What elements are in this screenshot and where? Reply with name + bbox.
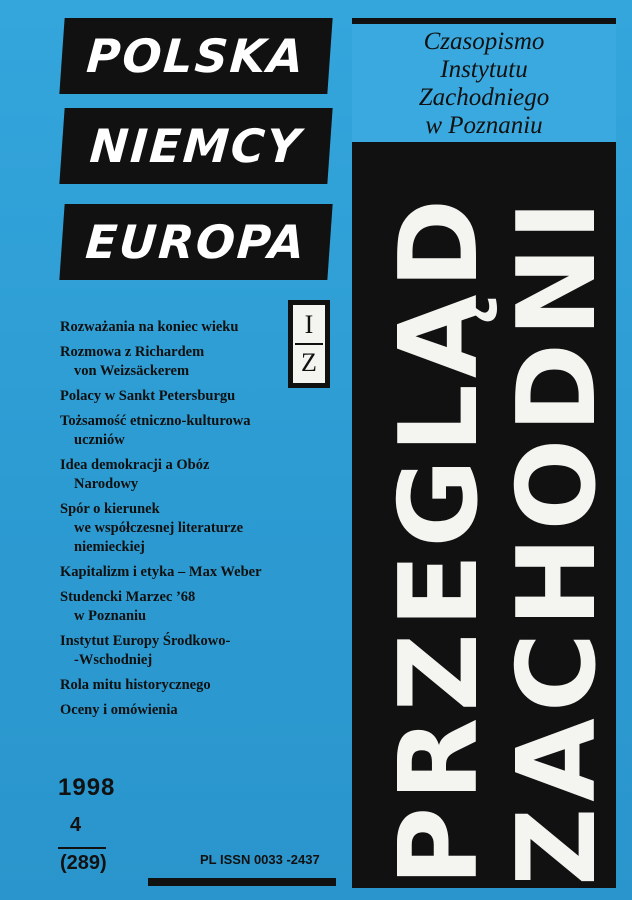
contents-item	[60, 343, 290, 381]
contents-line: w Poznaniu	[74, 608, 147, 624]
logo-letter-z: Z	[295, 343, 323, 381]
contents-item	[60, 500, 290, 557]
contents-line: we współczesnej literaturze	[74, 520, 244, 536]
contents-line: uczniów	[74, 432, 125, 448]
contents-item	[60, 563, 290, 582]
contents-line: Rozważania na koniec wieku	[60, 319, 239, 335]
contents-line: von Weizsäckerem	[74, 363, 190, 379]
title-word-przeglad: PRZEGLĄD	[377, 192, 502, 886]
contents-item	[60, 387, 290, 406]
issue-divider	[58, 847, 106, 849]
year: 1998	[58, 774, 116, 801]
issue-number: (289)	[60, 852, 107, 874]
title-text: NIEMCY	[88, 119, 304, 173]
magazine-title	[355, 148, 620, 888]
contents-item	[60, 588, 290, 626]
title-text: POLSKA	[84, 29, 308, 83]
title-word-zachodni: ZACHODNI	[495, 194, 620, 886]
contents-line: Polacy w Sankt Petersburgu	[60, 388, 236, 404]
publisher-subtitle	[352, 24, 616, 142]
title-block-niemcy	[59, 108, 332, 184]
title-block-polska	[59, 18, 332, 94]
contents-item	[60, 456, 290, 494]
iz-logo	[288, 300, 330, 388]
contents-line: -Wschodniej	[74, 652, 153, 668]
contents-item	[60, 318, 290, 337]
contents-line: Oceny i omówienia	[60, 702, 178, 718]
bottom-rule	[148, 878, 336, 886]
subtitle-line: Instytutu	[440, 56, 528, 83]
issn: PL ISSN 0033 -2437	[200, 852, 320, 867]
contents-line: Narodowy	[74, 476, 139, 492]
table-of-contents	[60, 318, 290, 726]
subtitle-line: Zachodniego	[418, 84, 550, 111]
contents-line: Kapitalizm i etyka – Max Weber	[60, 564, 262, 580]
issue: 4	[70, 814, 82, 836]
title-text: EUROPA	[83, 215, 309, 269]
contents-line: Rola mitu historycznego	[60, 677, 211, 693]
contents-line: Instytut Europy Środkowo-	[60, 633, 231, 649]
contents-line: Idea demokracji a Obóz	[60, 457, 210, 473]
subtitle-line: w Poznaniu	[425, 112, 543, 139]
contents-item	[60, 676, 290, 695]
contents-line: Rozmowa z Richardem	[60, 344, 205, 360]
contents-item	[60, 412, 290, 450]
contents-item	[60, 701, 290, 720]
contents-item	[60, 632, 290, 670]
title-block-europa	[59, 204, 332, 280]
logo-letter-i: I	[295, 307, 323, 343]
contents-line: Tożsamość etniczno-kulturowa	[60, 413, 251, 429]
contents-line: Spór o kierunek	[60, 501, 160, 517]
subtitle-line: Czasopismo	[423, 28, 545, 55]
contents-line: niemieckiej	[74, 539, 145, 555]
contents-line: Studencki Marzec ’68	[60, 589, 196, 605]
